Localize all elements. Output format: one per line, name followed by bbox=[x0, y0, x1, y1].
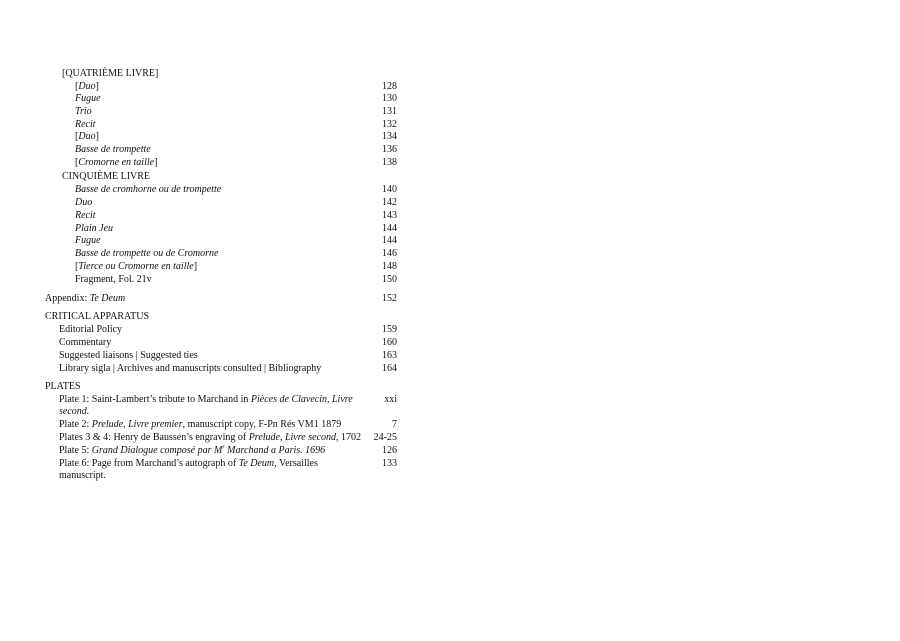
section-heading-critical-apparatus bbox=[0, 310, 900, 323]
toc-entry-plate bbox=[0, 431, 900, 444]
toc-entry-page: 164 bbox=[382, 363, 397, 374]
toc-entry bbox=[0, 234, 900, 247]
toc-entry bbox=[0, 247, 900, 260]
toc-entry-title: [Cromorne en taille] bbox=[75, 157, 158, 168]
toc-entry bbox=[0, 183, 900, 196]
toc-entry bbox=[0, 349, 900, 362]
toc-entry-plate-continued bbox=[0, 405, 900, 418]
toc-entry bbox=[0, 260, 900, 273]
toc-entry-title: Recit bbox=[75, 119, 96, 130]
section-heading-cinquieme-livre bbox=[0, 170, 900, 183]
toc-entry bbox=[0, 143, 900, 156]
toc-entry bbox=[0, 336, 900, 349]
section-heading-text: [QUATRIÈME LIVRE] bbox=[62, 68, 159, 79]
toc-entry-page: 142 bbox=[382, 197, 397, 208]
toc-entry-title: Library sigla | Archives and manuscripts consulted | Bibliography bbox=[59, 363, 322, 374]
toc-entry-page: xxi bbox=[384, 394, 397, 405]
toc-entry-page: 160 bbox=[382, 337, 397, 348]
toc-entry-page: 148 bbox=[382, 261, 397, 272]
toc-entry-title: Fugue bbox=[75, 93, 101, 104]
toc-entry-title: Basse de cromhorne ou de trompette bbox=[75, 184, 222, 195]
section-heading-text: CINQUIÈME LIVRE bbox=[62, 171, 151, 182]
toc-entry-plate-continued bbox=[0, 469, 900, 482]
section-heading-plates bbox=[0, 380, 900, 393]
toc-entry bbox=[0, 323, 900, 336]
toc-entry-page: 126 bbox=[382, 445, 397, 456]
toc-entry-title: Plate 6: Page from Marchand’s autograph of Te Deum, Versailles bbox=[59, 458, 318, 469]
toc-entry-title: Appendix: Te Deum bbox=[45, 293, 126, 304]
toc-entry-title: Suggested liaisons | Suggested ties bbox=[59, 350, 198, 361]
toc-entry-title: Plate 5: Grand Dialogue composé par $M^r$ Marchand a Paris. 1696 bbox=[59, 444, 326, 456]
toc-entry-title: Trio bbox=[75, 106, 92, 117]
toc-entry-title: Fragment, Fol. 21v bbox=[75, 274, 152, 285]
toc-entry bbox=[0, 156, 900, 169]
toc-entry-fragment bbox=[0, 273, 900, 286]
toc-entry-title: [Duo] bbox=[75, 131, 99, 142]
toc-entry-title: Plates 3 & 4: Henry de Baussen’s engraving of Prelude, Livre second, 1702 bbox=[59, 432, 361, 443]
toc-entry-title: Editorial Policy bbox=[59, 324, 123, 335]
toc-entry-title: Commentary bbox=[59, 337, 112, 348]
toc-entry-appendix bbox=[0, 292, 900, 305]
toc-entry-title: Basse de trompette ou de Cromorne bbox=[75, 248, 219, 259]
toc-entry bbox=[0, 209, 900, 222]
section-heading-text: CRITICAL APPARATUS bbox=[45, 311, 150, 322]
toc-entry-page: 136 bbox=[382, 144, 397, 155]
toc-entry-title: Plain Jeu bbox=[75, 223, 114, 234]
toc-entry-plate bbox=[0, 418, 900, 431]
section-heading-text: PLATES bbox=[45, 381, 81, 392]
toc-entry bbox=[0, 92, 900, 105]
toc-entry-page: 128 bbox=[382, 81, 397, 92]
toc-entry-page: 140 bbox=[382, 184, 397, 195]
toc-entry-page: 131 bbox=[382, 106, 397, 117]
toc-entry-plate bbox=[0, 444, 900, 457]
toc-entry-title: Fugue bbox=[75, 235, 101, 246]
toc-entry-title: Basse de trompette bbox=[75, 144, 151, 155]
toc-entry-page: 132 bbox=[382, 119, 397, 130]
toc-entry-title: [Tierce ou Cromorne en taille] bbox=[75, 261, 198, 272]
toc-entry-page: 134 bbox=[382, 131, 397, 142]
toc-entry bbox=[0, 130, 900, 143]
toc-entry-title-continued: manuscript. bbox=[59, 470, 106, 481]
toc-entry-page: 152 bbox=[382, 293, 397, 304]
toc-entry-page: 138 bbox=[382, 157, 397, 168]
toc-entry-page: 150 bbox=[382, 274, 397, 285]
toc-entry-page: 133 bbox=[382, 458, 397, 469]
toc-entry-page: 163 bbox=[382, 350, 397, 361]
toc-entry-title: Plate 2: Prelude, Livre premier, manuscript copy, F-Pn Rés VM1 1879 bbox=[59, 419, 342, 430]
toc-entry-title-continued: second. bbox=[59, 406, 90, 417]
toc-entry-page: 24-25 bbox=[373, 432, 397, 443]
toc-entry-page: 144 bbox=[382, 223, 397, 234]
section-heading-quatrieme-livre bbox=[0, 67, 900, 80]
toc-entry-title: Duo bbox=[75, 197, 93, 208]
toc-entry-page: 130 bbox=[382, 93, 397, 104]
toc-entry-page: 144 bbox=[382, 235, 397, 246]
toc-entry bbox=[0, 105, 900, 118]
toc-entry-title: Plate 1: Saint-Lambert’s tribute to Marchand in Pièces de Clavecin, Livre bbox=[59, 394, 353, 405]
toc-entry-page: 7 bbox=[392, 419, 397, 430]
toc-entry-title: [Duo] bbox=[75, 81, 99, 92]
toc-entry bbox=[0, 196, 900, 209]
toc-entry-page: 146 bbox=[382, 248, 397, 259]
toc-entry-title: Recit bbox=[75, 210, 96, 221]
toc-entry bbox=[0, 362, 900, 375]
toc-entry-page: 159 bbox=[382, 324, 397, 335]
toc-entry-page: 143 bbox=[382, 210, 397, 221]
